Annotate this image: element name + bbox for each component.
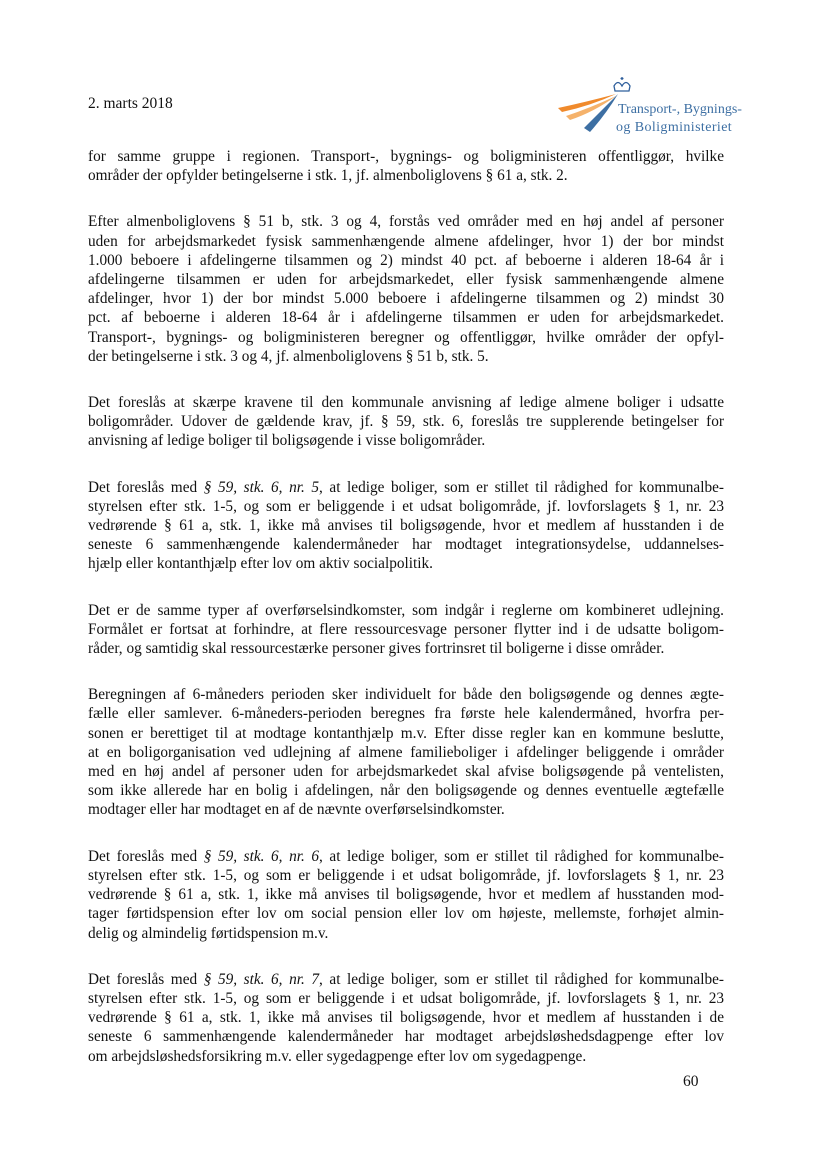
text-line: som ikke allerede har en bolig i afdelingen, når den boligsøgende og dennes eventuelle ægtefælle xyxy=(88,782,724,800)
text-line: uden for arbejdsmarkedet fysisk sammenhængende almene afdelinger, hvor 1) der bor mindst xyxy=(88,232,724,250)
text-line: modtager eller har modtaget en af de nævnte overførselsindkomster. xyxy=(88,801,505,819)
text-line: Beregningen af 6-måneders perioden sker individuelt for både den boligsøgende og dennes ægte- xyxy=(88,686,724,704)
text-line: områder der opfylder betingelserne i stk. 1, jf. almenboliglovens § 61 a, stk. 2. xyxy=(88,167,568,185)
text-line: Det foreslås med § 59, stk. 6, nr. 7, at ledige boliger, som er stillet til rådighed for kommunalbe- xyxy=(88,970,724,988)
text-line: tager førtidspension efter lov om social pension eller lov om højeste, mellemste, forhøjet almin- xyxy=(88,905,724,923)
page-number: 60 xyxy=(683,1073,699,1090)
paragraph xyxy=(88,147,724,185)
paragraph xyxy=(88,970,724,1066)
logo-line-1: Transport-, Bygnings- xyxy=(618,102,742,117)
text-line: vedrørende § 61 a, stk. 1, ikke må anvises til boligsøgende, hvor et medlem af husstanden mod- xyxy=(88,886,724,904)
text-line: styrelsen efter stk. 1-5, og som er beliggende i et udsat boligområde, jf. lovforslagets § 1, nr. 23 xyxy=(88,497,724,515)
text-line: fælle eller samlever. 6-måneders-perioden beregnes fra første hele kalendermåned, hvorfra per- xyxy=(88,705,724,723)
text-line: Det foreslås med § 59, stk. 6, nr. 5, at ledige boliger, som er stillet til rådighed for kommunalbe- xyxy=(88,478,724,496)
text-line: Det foreslås med § 59, stk. 6, nr. 6, at ledige boliger, som er stillet til rådighed for kommunalbe- xyxy=(88,847,724,865)
text-line: anvisning af ledige boliger til boligsøgende i visse boligområder. xyxy=(88,432,486,450)
text-line: der betingelserne i stk. 3 og 4, jf. almenboliglovens § 51 b, stk. 5. xyxy=(88,347,489,365)
text-line: hjælp eller kontanthjælp efter lov om aktiv socialpolitik. xyxy=(88,555,433,573)
ministry-logo xyxy=(556,76,766,138)
text-line: styrelsen efter stk. 1-5, og som er beliggende i et udsat boligområde, jf. lovforslagets § 1, nr. 23 xyxy=(88,866,724,884)
text-line: Det foreslås at skærpe kravene til den kommunale anvisning af ledige almene boliger i udsatte xyxy=(88,394,724,412)
text-line: 1.000 beboere i afdelingerne tilsammen og 2) mindst 40 pct. af beboerne i alderen 18-64 år i xyxy=(88,251,724,269)
text-line: seneste 6 sammenhængende kalendermåneder har modtaget arbejdsløshedsdagpenge efter lov xyxy=(88,1028,724,1046)
paragraph xyxy=(88,212,724,366)
text-line: sonen er berettiget til at modtage kontanthjælp m.v. Efter disse regler kan en kommune beslutte, xyxy=(88,724,724,742)
text-line: afdelingerne tilsammen er uden for arbejdsmarkedet, eller fysisk sammenhængende almene xyxy=(88,271,724,289)
text-line: pct. af beboerne i alderen 18-64 år i afdelingerne tilsammen er uden for arbejdsmarkedet. xyxy=(88,309,724,327)
text-line: vedrørende § 61 a, stk. 1, ikke må anvises til boligsøgende, hvor et medlem af husstanden i de xyxy=(88,517,724,535)
text-line: Det er de samme typer af overførselsindkomster, som indgår i reglerne om kombineret udlejning. xyxy=(88,601,724,619)
paragraph xyxy=(88,478,724,574)
paragraph xyxy=(88,847,724,943)
text-line: råder, og samtidig skal ressourcestærke personer gives fortrinsret til boligerne i disse områder. xyxy=(88,640,665,658)
text-line: seneste 6 sammenhængende kalendermåneder har modtaget integrationsydelse, uddannelses- xyxy=(88,536,724,554)
text-line: Efter almenboliglovens § 51 b, stk. 3 og 4, forstås ved områder med en høj andel af personer xyxy=(88,213,724,231)
text-line: boligområder. Udover de gældende krav, jf. § 59, stk. 6, foreslås tre supplerende betingelser for xyxy=(88,413,724,431)
text-line: delig og almindelig førtidspension m.v. xyxy=(88,924,329,942)
text-line: for samme gruppe i regionen. Transport-, bygnings- og boligministeren offentliggør, hvilke xyxy=(88,148,724,165)
paragraph xyxy=(88,601,724,659)
text-line: Transport-, bygnings- og boligministeren beregner og offentliggør, hvilke områder der opfyl- xyxy=(88,328,724,346)
paragraph xyxy=(88,393,724,451)
text-line: afdelinger, hvor 1) der bor mindst 5.000 beboere i afdelingerne tilsammen og 2) mindst 30 xyxy=(88,290,724,308)
date: 2. marts 2018 xyxy=(88,95,173,112)
logo-line-2: og Boligministeriet xyxy=(616,120,733,135)
text-line: at en boligorganisation ved udlejning af almene familieboliger i afdelinger beliggende i områder xyxy=(88,743,724,761)
text-line: med en høj andel af personer uden for arbejdsmarkedet skal afvise boligsøgende på ventelisten, xyxy=(88,763,724,781)
text-line: vedrørende § 61 a, stk. 1, ikke må anvises til boligsøgende, hvor et medlem af husstanden i de xyxy=(88,1009,724,1027)
document-body xyxy=(88,147,724,1093)
text-line: Formålet er fortsat at forhindre, at flere ressourcesvage personer flytter ind i de udsatte boligom- xyxy=(88,620,724,638)
paragraph xyxy=(88,685,724,819)
text-line: styrelsen efter stk. 1-5, og som er beliggende i et udsat boligområde, jf. lovforslagets § 1, nr. 23 xyxy=(88,989,724,1007)
text-line: om arbejdsløshedsforsikring m.v. eller sygedagpenge efter lov om sygedagpenge. xyxy=(88,1047,587,1065)
